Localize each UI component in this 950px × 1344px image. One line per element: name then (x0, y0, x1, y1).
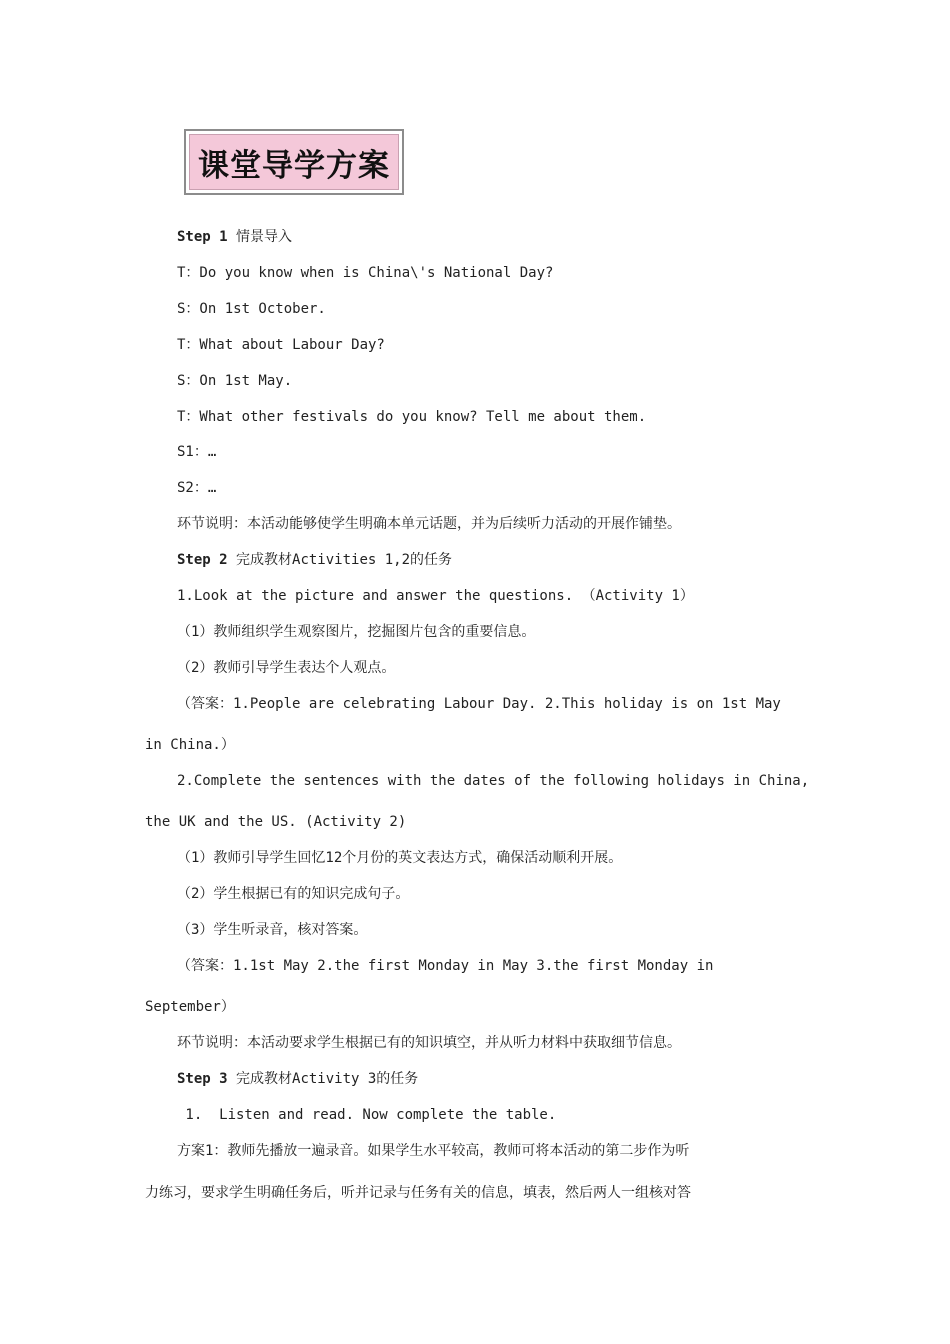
step3-name: 完成教材Activity 3的任务 (236, 1071, 419, 1087)
section-title-box (184, 129, 404, 195)
dialogue-line: T：What about Labour Day? (177, 337, 385, 353)
step2-name: 完成教材Activities 1,2的任务 (236, 552, 453, 568)
dialogue-line: S1：… (177, 444, 217, 460)
dialogue-line: S2：… (177, 480, 217, 496)
step3-plan1-cont: 力练习，要求学生明确任务后，听并记录与任务有关的信息，填表，然后两人一组核对答 (145, 1185, 691, 1201)
step2-task2-item: （2）学生根据已有的知识完成句子。 (177, 886, 410, 902)
step2-task2-item: （3）学生听录音，核对答案。 (177, 922, 368, 938)
step2-task2-answer-cont: September） (145, 999, 235, 1015)
step2-task2-title-cont: the UK and the US. (Activity 2) (145, 814, 407, 830)
step3-heading (177, 1070, 418, 1088)
step2-task1-answer: （答案：1.People are celebrating Labour Day. 2.This holiday is on 1st May (177, 696, 781, 712)
step2-task1-item: （2）教师引导学生表达个人观点。 (177, 660, 396, 676)
dialogue-line: S：On 1st October. (177, 301, 326, 317)
dialogue-line: S：On 1st May. (177, 373, 293, 389)
step1-label: Step 1 (177, 229, 228, 245)
section-title: 课堂导学方案 (189, 134, 399, 190)
step1-note: 环节说明：本活动能够使学生明确本单元话题，并为后续听力活动的开展作铺垫。 (177, 516, 681, 532)
dialogue-line: T：Do you know when is China\'s National Day? (177, 265, 554, 281)
step1-name: 情景导入 (236, 229, 293, 245)
step2-task2-answer: （答案：1.1st May 2.the first Monday in May 3.the first Monday in (177, 958, 714, 974)
step2-heading (177, 551, 452, 569)
step2-task2-title: 2.Complete the sentences with the dates of the following holidays in China, (177, 773, 810, 789)
step3-task1-title: 1. Listen and read. Now complete the table. (177, 1107, 557, 1123)
step2-task1-answer-cont: in China.） (145, 737, 235, 753)
step2-note: 环节说明：本活动要求学生根据已有的知识填空，并从听力材料中获取细节信息。 (177, 1035, 681, 1051)
step1-heading (177, 228, 292, 246)
dialogue-line: T：What other festivals do you know? Tell me about them. (177, 409, 647, 425)
step3-label: Step 3 (177, 1071, 228, 1087)
step2-task1-item: （1）教师组织学生观察图片，挖掘图片包含的重要信息。 (177, 624, 536, 640)
step2-task1-title: 1.Look at the picture and answer the questions. （Activity 1） (177, 588, 694, 604)
step2-label: Step 2 (177, 552, 228, 568)
step2-task2-item: （1）教师引导学生回忆12个月份的英文表达方式，确保活动顺利开展。 (177, 850, 623, 866)
step3-plan1: 方案1：教师先播放一遍录音。如果学生水平较高，教师可将本活动的第二步作为听 (177, 1143, 690, 1159)
